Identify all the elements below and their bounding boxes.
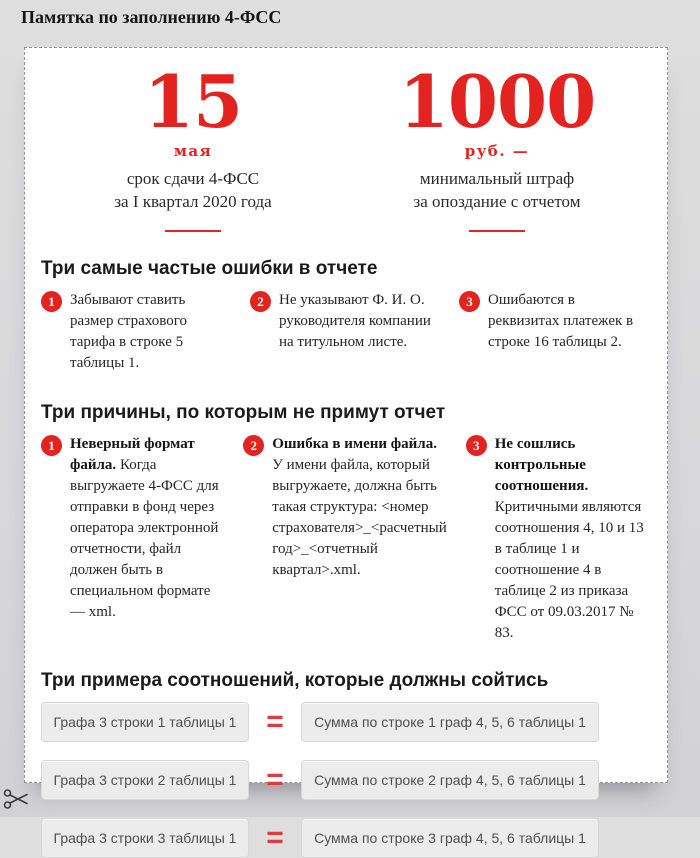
ratio-right-box: Сумма по строке 3 граф 4, 5, 6 таблицы 1: [301, 818, 599, 858]
ratio-row-3: [41, 818, 649, 858]
page-title: Памятка по заполнению 4-ФСС: [21, 7, 282, 27]
error-item-text: Забывают ставить размер страхового тарифа в строке 5 таблицы 1.: [70, 292, 188, 371]
fine-amount: 1000: [398, 59, 596, 144]
deadline-day: 15: [143, 59, 243, 144]
key-figures: [41, 59, 649, 232]
deadline-caption-line1: срок сдачи 4-ФСС: [126, 169, 260, 188]
reason-item-text: Неверный формат файла. Когда выгружаете 4-ФСС для отправки в фонд через оператора электронной отчетности, файл должен быть в специальном формате — xml.: [70, 436, 219, 620]
fine-currency: руб. —: [464, 142, 530, 160]
number-badge: 3: [459, 291, 480, 312]
deadline-caption-line2: за I квартал 2020 года: [114, 192, 272, 211]
fine-caption-line1: минимальный штраф: [419, 169, 575, 188]
ratio-left-box: Графа 3 строки 1 таблицы 1: [41, 702, 249, 742]
reason-item-text: Не сошлись контрольные соотношения. Критичными являются соотношения 4, 10 и 13 в таблице 1 и соотношение 4 в таблице 2 из приказа ФСС от 09.03.2017 № 83.: [494, 436, 644, 641]
ratio-row-2: [41, 760, 649, 800]
number-badge: 1: [41, 435, 62, 456]
reason-item-3: [466, 434, 649, 644]
stat-deadline: [41, 59, 345, 232]
ratio-right-box: Сумма по строке 1 граф 4, 5, 6 таблицы 1: [301, 702, 599, 742]
equals-sign: =: [266, 763, 284, 796]
scissors-icon: [3, 788, 29, 815]
section-title-errors: Три самые частые ошибки в отчете: [41, 258, 378, 279]
number-badge: 2: [250, 291, 271, 312]
error-item-2: [250, 290, 440, 374]
fine-caption-line2: за опоздание с отчетом: [413, 192, 581, 211]
section-rejection-reasons: [41, 402, 649, 644]
section-title-reasons: Три причины, по которым не примут отчет: [41, 402, 446, 423]
ratio-right-box: Сумма по строке 2 граф 4, 5, 6 таблицы 1: [301, 760, 599, 800]
red-rule: [165, 230, 221, 232]
equals-sign: =: [266, 705, 284, 738]
memo-card: [24, 47, 668, 854]
section-title-ratios: Три примера соотношений, которые должны сойтись: [41, 670, 549, 691]
reason-item-2: [243, 434, 447, 644]
error-item-3: [459, 290, 649, 374]
section-frequent-errors: [41, 258, 649, 374]
ratio-row-1: [41, 702, 649, 742]
ratio-left-box: Графа 3 строки 3 таблицы 1: [41, 818, 249, 858]
ratio-left-box: Графа 3 строки 2 таблицы 1: [41, 760, 249, 800]
error-item-text: Не указывают Ф. И. О. руководителя компании на титульном листе.: [279, 292, 431, 350]
equals-sign: =: [266, 821, 284, 854]
number-badge: 1: [41, 291, 62, 312]
error-item-1: [41, 290, 231, 374]
reason-item-text: Ошибка в имени файла. У имени файла, который выгружаете, должна быть такая структура: <номер страхователя>_<расчетный год>_<отчетный квартал>.xml.: [272, 436, 447, 578]
red-rule: [469, 230, 525, 232]
number-badge: 3: [466, 435, 487, 456]
error-item-text: Ошибаются в реквизитах платежек в строке 16 таблицы 2.: [488, 292, 634, 350]
reason-item-1: [41, 434, 224, 644]
deadline-month: мая: [173, 142, 213, 160]
section-control-ratios: [41, 670, 649, 858]
stat-fine: [345, 59, 649, 232]
number-badge: 2: [243, 435, 264, 456]
